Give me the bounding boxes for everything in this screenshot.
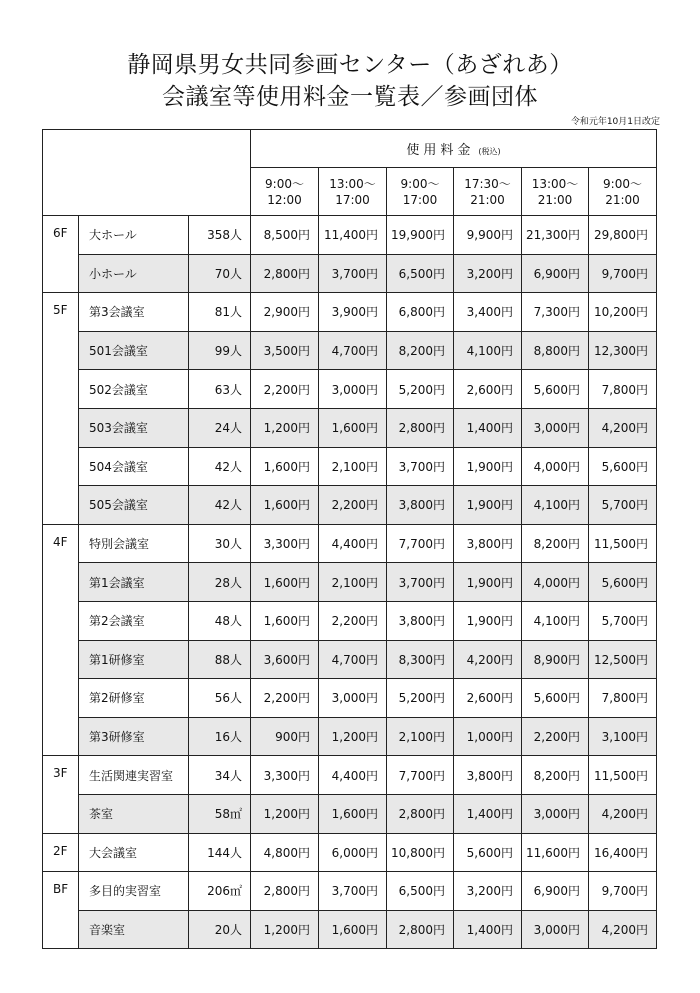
price-cell: 10,200円 [589,293,657,332]
time-slot-end: 17:00 [402,192,438,207]
price-cell: 2,200円 [319,486,387,525]
price-cell: 3,600円 [251,640,319,679]
room-name: 大会議室 [79,833,189,872]
room-capacity: 88人 [189,640,251,679]
room-name: 特別会議室 [79,524,189,563]
price-cell: 2,800円 [251,254,319,293]
price-cell: 900円 [251,717,319,756]
price-cell: 3,100円 [589,717,657,756]
fee-header-label: 使用料金 [406,143,475,158]
price-cell: 1,400円 [454,910,522,949]
room-capacity: 48人 [189,601,251,640]
table-row [43,216,657,255]
price-cell: 11,500円 [589,756,657,795]
table-row [43,293,657,332]
price-cell: 2,600円 [454,370,522,409]
price-cell: 3,500円 [251,331,319,370]
price-cell: 9,700円 [589,872,657,911]
time-slot-start: 9:00～ [265,176,304,191]
table-row [43,910,657,949]
price-cell: 3,800円 [387,601,454,640]
price-cell: 4,200円 [589,910,657,949]
price-cell: 2,900円 [251,293,319,332]
price-cell: 11,500円 [589,524,657,563]
price-cell: 5,700円 [589,601,657,640]
price-cell: 1,200円 [251,408,319,447]
price-cell: 3,200円 [454,254,522,293]
price-cell: 8,800円 [522,331,589,370]
price-cell: 3,000円 [522,910,589,949]
time-slot-end: 21:00 [470,192,505,207]
revision-date: 令和元年10月1日改定 [570,117,660,127]
price-cell: 4,000円 [522,447,589,486]
price-cell: 3,000円 [319,679,387,718]
price-cell: 2,200円 [251,679,319,718]
price-cell: 6,500円 [387,872,454,911]
price-cell: 7,300円 [522,293,589,332]
room-capacity: 358人 [189,216,251,255]
price-cell: 4,200円 [589,408,657,447]
time-slot-start: 9:00～ [603,176,642,191]
price-cell: 8,200円 [522,756,589,795]
price-cell: 4,000円 [522,563,589,602]
price-cell: 16,400円 [589,833,657,872]
time-slot-end: 21:00 [537,192,573,207]
time-slot-header [251,168,319,216]
price-cell: 5,600円 [522,679,589,718]
room-capacity: 99人 [189,331,251,370]
price-cell: 8,500円 [251,216,319,255]
room-name: 第1会議室 [79,563,189,602]
table-row [43,833,657,872]
room-name: 音楽室 [79,910,189,949]
price-cell: 6,800円 [387,293,454,332]
price-cell: 2,800円 [387,408,454,447]
time-slot-header [319,168,387,216]
price-cell: 6,000円 [319,833,387,872]
table-row [43,524,657,563]
table-row [43,370,657,409]
price-cell: 3,300円 [251,756,319,795]
price-cell: 11,400円 [319,216,387,255]
room-name: 第2研修室 [79,679,189,718]
time-slot-start: 13:00～ [329,176,376,191]
room-name: 小ホール [79,254,189,293]
price-cell: 1,900円 [454,486,522,525]
price-cell: 1,600円 [319,408,387,447]
fee-header [251,130,657,168]
price-cell: 5,600円 [589,563,657,602]
table-row [43,679,657,718]
room-name: 504会議室 [79,447,189,486]
price-cell: 11,600円 [522,833,589,872]
table-row [43,486,657,525]
price-cell: 3,800円 [454,524,522,563]
table-row [43,408,657,447]
price-cell: 4,200円 [589,794,657,833]
price-cell: 6,900円 [522,872,589,911]
price-cell: 8,200円 [522,524,589,563]
price-cell: 21,300円 [522,216,589,255]
price-cell: 1,900円 [454,447,522,486]
price-cell: 1,200円 [251,794,319,833]
room-name: 生活関連実習室 [79,756,189,795]
price-cell: 6,900円 [522,254,589,293]
price-cell: 19,900円 [387,216,454,255]
fee-table [42,129,657,949]
room-capacity: 16人 [189,717,251,756]
table-row [43,872,657,911]
tax-note: (税込) [478,147,501,156]
price-cell: 3,200円 [454,872,522,911]
price-cell: 9,700円 [589,254,657,293]
price-cell: 4,400円 [319,756,387,795]
price-cell: 1,600円 [251,486,319,525]
price-cell: 4,800円 [251,833,319,872]
time-slot-header [454,168,522,216]
price-cell: 5,600円 [589,447,657,486]
table-row [43,717,657,756]
price-cell: 2,800円 [251,872,319,911]
price-cell: 2,100円 [319,563,387,602]
price-cell: 12,500円 [589,640,657,679]
time-slot-end: 17:00 [335,192,370,207]
price-cell: 7,700円 [387,524,454,563]
time-slot-header [387,168,454,216]
price-cell: 8,200円 [387,331,454,370]
price-cell: 3,000円 [522,794,589,833]
price-cell: 5,700円 [589,486,657,525]
header-blank-cell [43,130,251,216]
price-cell: 3,800円 [454,756,522,795]
room-name: 茶室 [79,794,189,833]
price-cell: 5,200円 [387,679,454,718]
price-cell: 4,100円 [522,601,589,640]
room-capacity: 63人 [189,370,251,409]
price-cell: 12,300円 [589,331,657,370]
floor-label: 5F [43,293,79,525]
price-cell: 3,400円 [454,293,522,332]
time-slot-header [589,168,657,216]
floor-label: 4F [43,524,79,756]
room-capacity: 58㎡ [189,794,251,833]
price-cell: 3,700円 [319,872,387,911]
time-slot-start: 13:00～ [531,176,579,191]
room-capacity: 56人 [189,679,251,718]
room-name: 多目的実習室 [79,872,189,911]
price-cell: 5,600円 [522,370,589,409]
price-cell: 7,700円 [387,756,454,795]
room-name: 502会議室 [79,370,189,409]
price-cell: 3,000円 [522,408,589,447]
room-name: 501会議室 [79,331,189,370]
price-cell: 1,000円 [454,717,522,756]
price-cell: 3,300円 [251,524,319,563]
time-slot-header [522,168,589,216]
price-cell: 2,800円 [387,910,454,949]
price-cell: 7,800円 [589,370,657,409]
price-cell: 2,100円 [319,447,387,486]
price-cell: 3,700円 [319,254,387,293]
room-capacity: 20人 [189,910,251,949]
price-cell: 4,400円 [319,524,387,563]
room-name: 505会議室 [79,486,189,525]
time-slot-start: 9:00～ [400,176,440,191]
room-capacity: 30人 [189,524,251,563]
price-cell: 4,200円 [454,640,522,679]
table-row [43,640,657,679]
room-capacity: 42人 [189,486,251,525]
price-cell: 6,500円 [387,254,454,293]
price-cell: 2,100円 [387,717,454,756]
price-cell: 4,700円 [319,640,387,679]
table-row [43,447,657,486]
price-cell: 29,800円 [589,216,657,255]
table-row [43,563,657,602]
price-cell: 3,700円 [387,563,454,602]
page-title: 静岡県男女共同参画センター（あざれあ） [127,52,573,78]
room-capacity: 144人 [189,833,251,872]
price-cell: 1,900円 [454,601,522,640]
room-capacity: 70人 [189,254,251,293]
room-name: 第3会議室 [79,293,189,332]
price-cell: 3,800円 [387,486,454,525]
floor-label: 3F [43,756,79,833]
room-capacity: 28人 [189,563,251,602]
room-capacity: 34人 [189,756,251,795]
floor-label: 2F [43,833,79,872]
room-capacity: 24人 [189,408,251,447]
room-name: 大ホール [79,216,189,255]
price-cell: 5,200円 [387,370,454,409]
price-cell: 2,600円 [454,679,522,718]
price-cell: 7,800円 [589,679,657,718]
page-subtitle: 会議室等使用料金一覧表／参画団体 [162,84,538,110]
time-slot-end: 21:00 [605,192,640,207]
price-cell: 5,600円 [454,833,522,872]
table-row [43,601,657,640]
price-cell: 2,200円 [522,717,589,756]
room-capacity: 42人 [189,447,251,486]
time-slot-start: 17:30～ [464,176,511,191]
table-row [43,331,657,370]
floor-label: BF [43,872,79,949]
price-cell: 3,000円 [319,370,387,409]
price-cell: 10,800円 [387,833,454,872]
room-capacity: 206㎡ [189,872,251,911]
price-cell: 3,900円 [319,293,387,332]
table-row [43,794,657,833]
floor-label: 6F [43,216,79,293]
price-cell: 3,700円 [387,447,454,486]
price-cell: 1,900円 [454,563,522,602]
room-name: 第2会議室 [79,601,189,640]
price-cell: 4,700円 [319,331,387,370]
room-capacity: 81人 [189,293,251,332]
table-row [43,254,657,293]
price-cell: 1,400円 [454,408,522,447]
room-name: 503会議室 [79,408,189,447]
room-name: 第3研修室 [79,717,189,756]
price-cell: 8,900円 [522,640,589,679]
price-cell: 8,300円 [387,640,454,679]
price-cell: 1,600円 [251,563,319,602]
price-cell: 1,600円 [251,447,319,486]
price-cell: 1,200円 [319,717,387,756]
price-cell: 1,600円 [319,794,387,833]
price-cell: 1,600円 [319,910,387,949]
time-slot-end: 12:00 [267,192,302,207]
price-cell: 1,600円 [251,601,319,640]
price-cell: 2,200円 [251,370,319,409]
price-cell: 1,400円 [454,794,522,833]
price-cell: 4,100円 [454,331,522,370]
price-cell: 2,200円 [319,601,387,640]
price-cell: 9,900円 [454,216,522,255]
price-cell: 4,100円 [522,486,589,525]
table-row [43,756,657,795]
room-name: 第1研修室 [79,640,189,679]
price-cell: 2,800円 [387,794,454,833]
price-cell: 1,200円 [251,910,319,949]
